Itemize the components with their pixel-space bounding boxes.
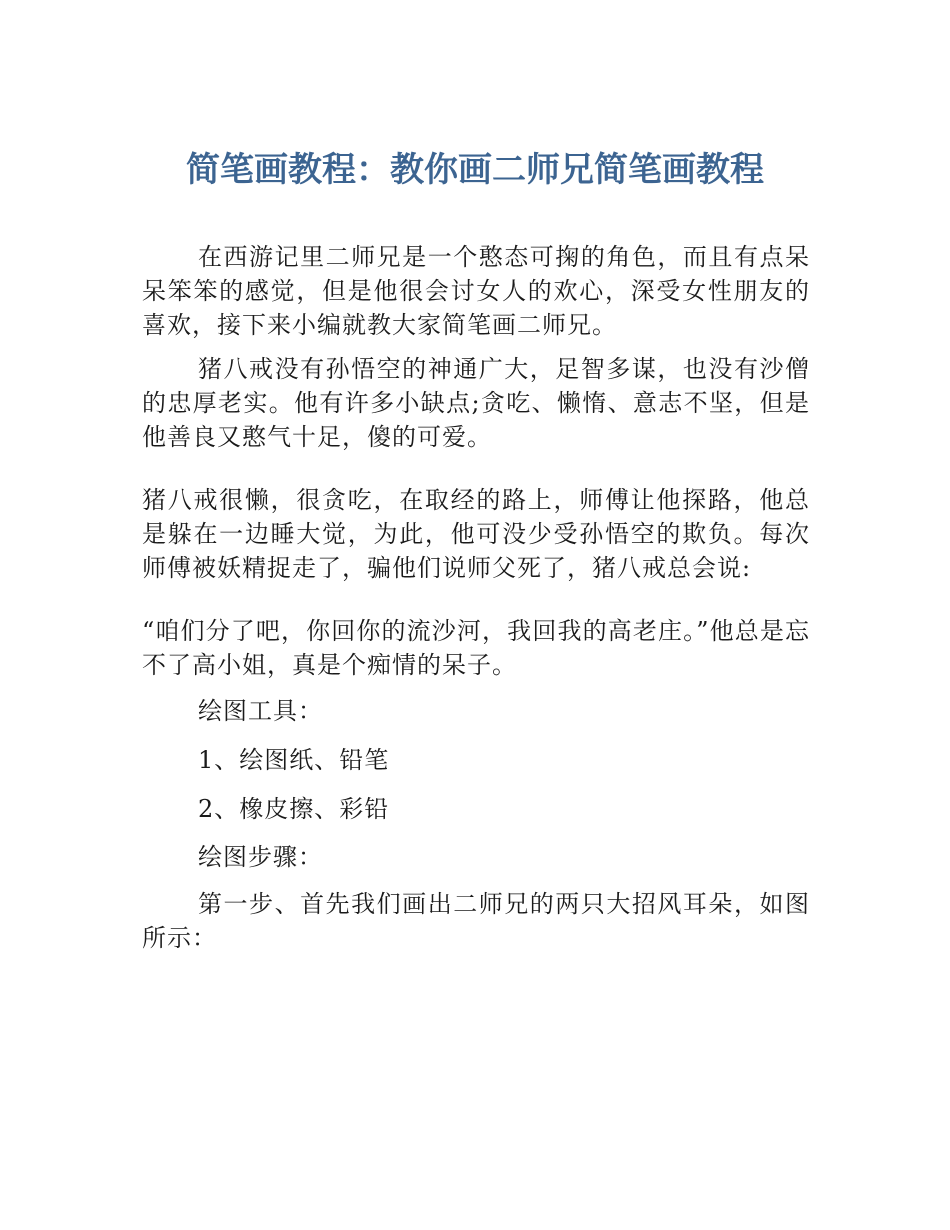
steps-heading: 绘图步骤： [198, 843, 323, 871]
paragraph-character: 猪八戒没有孙悟空的神通广大，足智多谋，也没有沙僧的忠厚老实。他有许多小缺点;贪吃、懒惰、意志不坚，但是他善良又憨气十足，傻的可爱。 [142, 355, 810, 451]
paragraph-story: 猪八戒很懒，很贪吃，在取经的路上，师傅让他探路，他总是躲在一边睡大觉，为此，他可没少受孙悟空的欺负。每次师傅被妖精捉走了，骗他们说师父死了，猪八戒总会说: [142, 486, 810, 582]
tools-item-1: 1、绘图纸、铅笔 [198, 746, 390, 774]
paragraph-quote: “咱们分了吧，你回你的流沙河，我回我的高老庄。”他总是忘不了高小姐，真是个痴情的呆子。 [142, 617, 810, 679]
paragraph-intro: 在西游记里二师兄是一个憨态可掬的角色，而且有点呆呆笨笨的感觉，但是他很会讨女人的欢心，深受女性朋友的喜欢，接下来小编就教大家简笔画二师兄。 [142, 243, 810, 339]
tools-item-2: 2、橡皮擦、彩铅 [198, 795, 390, 823]
tools-heading: 绘图工具： [198, 697, 323, 725]
step-1: 第一步、首先我们画出二师兄的两只大招风耳朵，如图所示： [142, 890, 810, 952]
document-title: 简笔画教程：教你画二师兄简笔画教程 [186, 150, 764, 190]
